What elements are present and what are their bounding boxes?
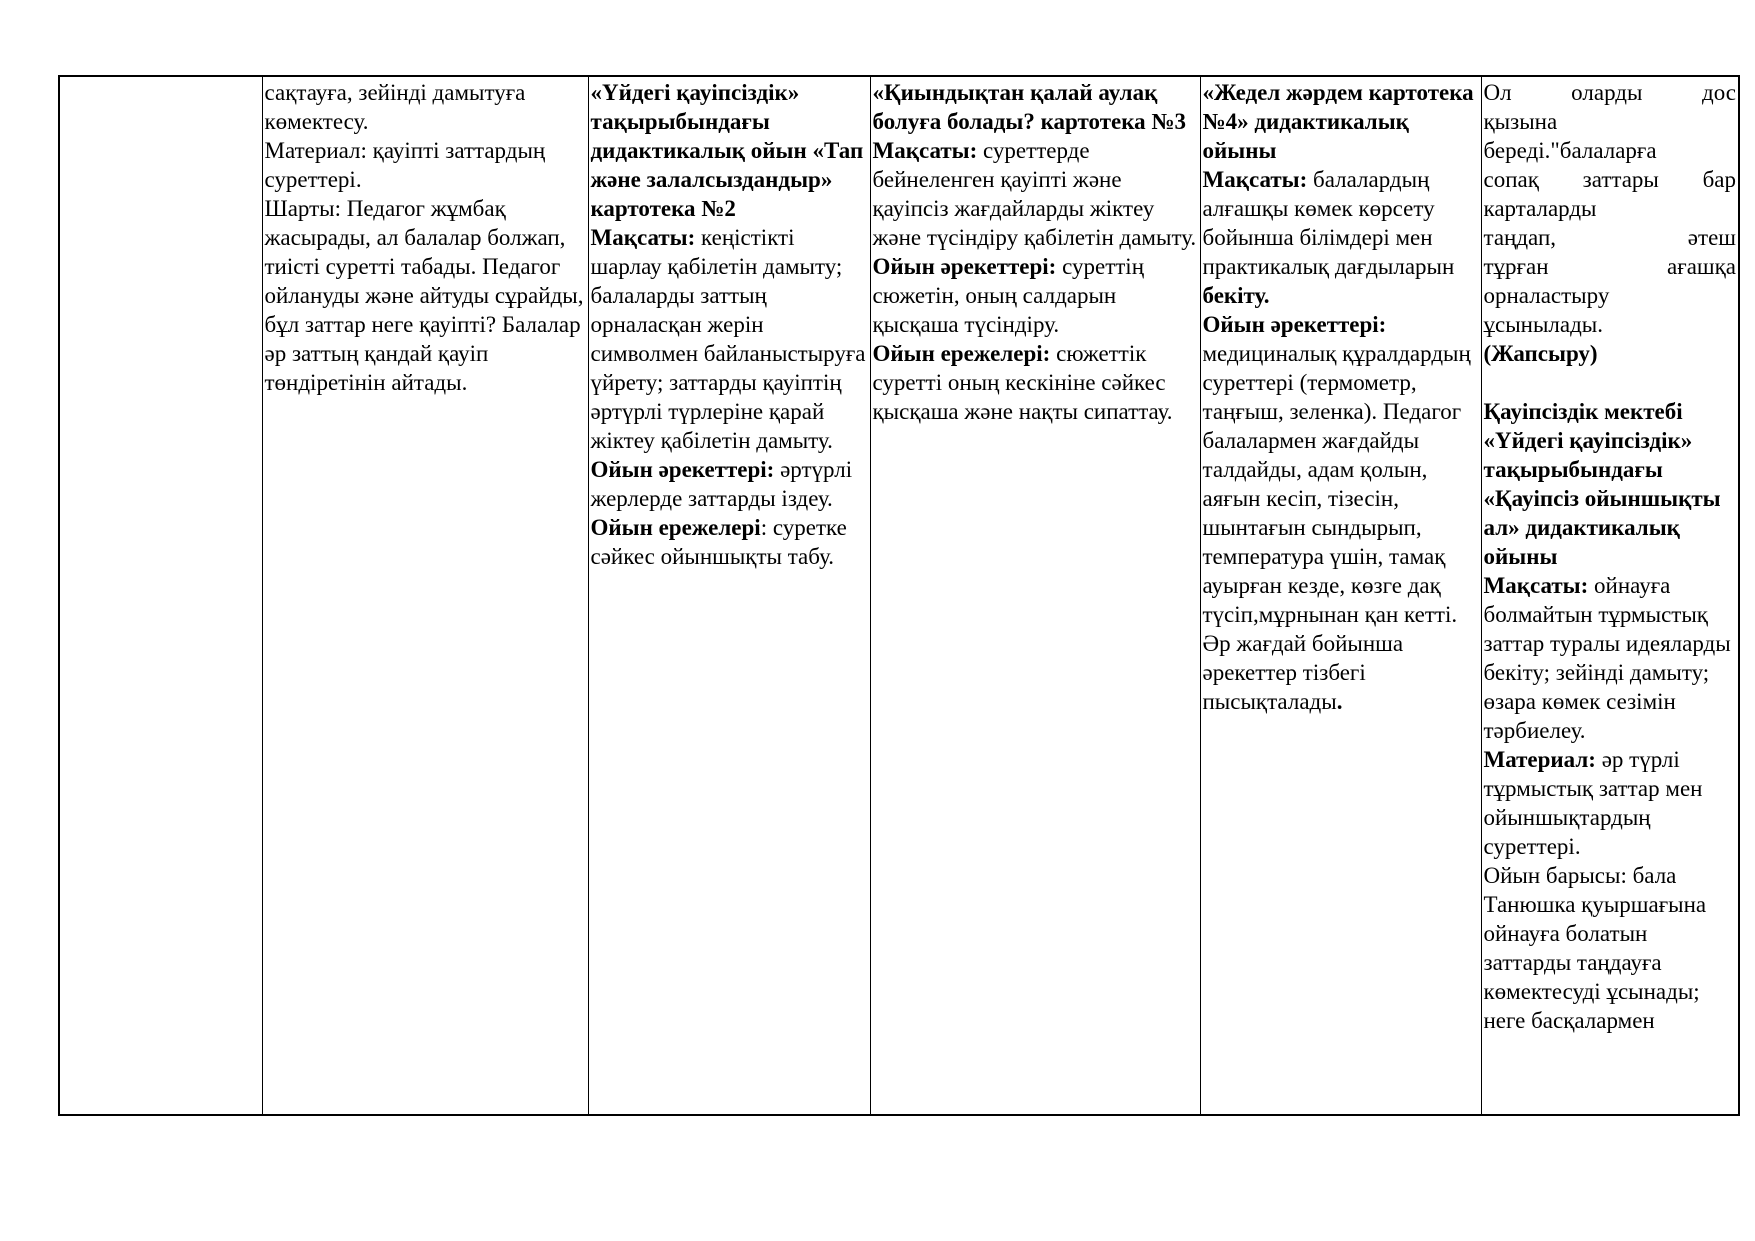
col5-intro-line-3: береді."балаларға xyxy=(1483,138,1657,163)
col2-actions-text: әртүрлі жерлерде заттарды іздеу. xyxy=(590,457,853,511)
cell-game-card-4 xyxy=(1200,76,1481,1115)
col5-intro-line-7: тұрған ағашқа xyxy=(1483,254,1736,279)
col5-intro-line-1: Ол оларды дос xyxy=(1483,80,1736,105)
col3-rules-text: сюжеттік суретті оның кескініне сәйкес қысқаша және нақты сипаттау. xyxy=(872,341,1173,424)
col2-goal-text: кеңістікті шарлау қабілетін дамыту; балаларды заттың орналасқан жерін символмен байланыстыруға үйрету; заттарды қауіптің әртүрлі түрлеріне қарай жіктеу қабілетін дамыту. xyxy=(590,225,866,453)
cell-game-card-2 xyxy=(588,76,870,1115)
col4-goal-label: Мақсаты: xyxy=(1202,167,1308,192)
cell-game-card-3 xyxy=(870,76,1200,1115)
col3-goal-label: Мақсаты: xyxy=(872,138,978,163)
cell-safety-school xyxy=(1481,76,1739,1115)
col4-goal-text: балалардың алғашқы көмек көрсету бойынша білімдері мен практикалық дағдыларын xyxy=(1202,167,1455,279)
col5-intro-bold: (Жапсыру) xyxy=(1483,341,1598,366)
col5-intro-line-8: орналастыру xyxy=(1483,283,1610,308)
col5-spacer xyxy=(1484,368,1737,397)
cell-safety-guessing xyxy=(262,76,588,1115)
col4-actions-end: . xyxy=(1336,689,1343,714)
col5-intro-line-2: қызына xyxy=(1483,109,1558,134)
col4-actions-text: медициналық құралдардың суреттері (термометр, таңғыш, зеленка). Педагог балалармен жағдайды талдайды, адам қолын, аяғын кесіп, тізесін, шынтағын сындырып, температура үшін, тамақ ауырған кезде, көзге дақ түсіп,мұрнынан қан кетті. Әр жағдай бойынша әрекеттер тізбегі пысықталады xyxy=(1202,341,1471,714)
col4-actions-label: Ойын әрекеттері: xyxy=(1202,312,1387,337)
col5-intro-line-4: сопақ заттары бар xyxy=(1483,167,1736,192)
col2-goal-label: Мақсаты: xyxy=(590,225,696,250)
col2-goal-block xyxy=(591,225,866,511)
lesson-plan-table xyxy=(58,75,1740,1116)
col4-title: «Жедел жәрдем картотека №4» дидактикалық ойыны xyxy=(1202,80,1474,163)
col5-material-label: Материал: xyxy=(1483,747,1596,772)
col5-intro-line-6: таңдап, әтеш xyxy=(1483,225,1736,250)
col2-rules-label: Ойын ережелері xyxy=(590,515,761,540)
col1-line-3: Шарты: Педагог жұмбақ жасырады, ал балалар болжап, тиісті суретті табады. Педагог ойлануды және айтуды сұрайды, бұл заттар неге қауіпті? Балалар әр заттың қандай қауіп төндіретінін айтады. xyxy=(264,196,584,395)
col5-process-text: Ойын барысы: бала Танюшка қуыршағына ойнауға болатын заттарды таңдауға көмектесуді ұсынады; неге басқалармен xyxy=(1483,863,1707,1033)
col3-rules-label: Ойын ережелері: xyxy=(872,341,1051,366)
col5-goal-text: ойнауға болмайтын тұрмыстық заттар туралы идеяларды бекіту; зейінді дамыту; өзара көмек сезімін тәрбиелеу. xyxy=(1483,573,1731,743)
col3-actions-label: Ойын әрекеттері: xyxy=(872,254,1057,279)
col3-title: «Қиындықтан қалай аулақ болуға болады? картотека №3 xyxy=(872,80,1186,134)
col5-intro-line-9: ұсынылады. xyxy=(1483,312,1604,337)
col5-material-text: әр түрлі тұрмыстық заттар мен ойыншықтардың суреттері. xyxy=(1483,747,1703,859)
col3-goal-text: суреттерде бейнеленген қауіпті және қауіпсіз жағдайларды жіктеу және түсіндіру қабілетін дамыту. xyxy=(872,138,1197,250)
col5-goal-label: Мақсаты: xyxy=(1483,573,1589,598)
table-row xyxy=(59,76,1739,1115)
col5-title: Қауіпсіздік мектебі «Үйдегі қауіпсіздік» тақырыбындағы «Қауіпсіз ойыншықты ал» дидактикалық ойыны xyxy=(1483,399,1721,569)
col1-line-2: Материал: қауіпті заттардың суреттері. xyxy=(264,138,546,192)
col5-intro-line-5: карталарды xyxy=(1483,196,1597,221)
col3-actions-text: суреттің сюжетін, оның салдарын қысқаша түсіндіру. xyxy=(872,254,1145,337)
col2-rules-text: : суретке сәйкес ойыншықты табу. xyxy=(590,515,847,569)
empty-cell xyxy=(59,76,262,1115)
col4-goal-bold-end: бекіту. xyxy=(1202,283,1270,308)
col2-actions-label: Ойын әрекеттері: xyxy=(590,457,775,482)
col2-title: «Үйдегі қауіпсіздік» тақырыбындағы дидактикалық ойын «Тап және залалсыздандыр» картотека №2 xyxy=(590,80,864,221)
col1-line-1: сақтауға, зейінді дамытуға көмектесу. xyxy=(264,80,526,134)
